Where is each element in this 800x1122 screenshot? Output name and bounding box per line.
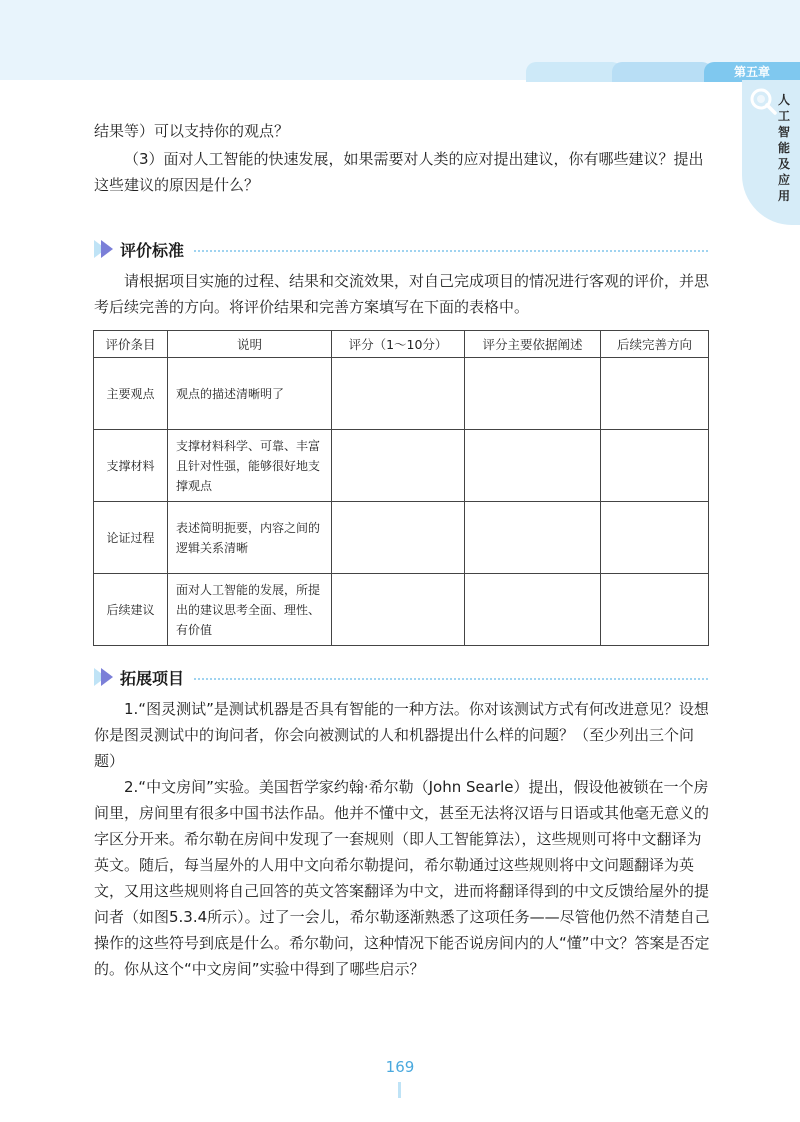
improvement-cell[interactable] <box>601 430 709 502</box>
column-header: 说明 <box>168 331 332 358</box>
basis-cell[interactable] <box>465 574 601 646</box>
eval-description: 面对人工智能的发展，所提出的建议思考全面、理性、有价值 <box>168 574 332 646</box>
page-number: 169 <box>385 1058 415 1076</box>
chapter-tab: 第五章 <box>704 62 800 82</box>
section-title: 评价标准 <box>120 240 185 260</box>
evaluation-instructions: 请根据项目实施的过程、结果和交流效果，对自己完成项目的情况进行客观的评价，并思考后续完善的方向。将评价结果和完善方案填写在下面的表格中。 <box>94 272 710 316</box>
section-marker-icon <box>92 667 116 687</box>
score-cell[interactable] <box>332 358 465 430</box>
section-header-evaluation <box>92 238 708 260</box>
page-number-tick <box>398 1082 401 1098</box>
extension-item-2: 2.“中文房间”实验。美国哲学家约翰·希尔勒（John Searle）提出，假设他被锁在一个房间里，房间里有很多中国书法作品。他并不懂中文，甚至无法将汉语与日语或其他毫无意义的字区分开来。希尔勒在房间中发现了一套规则（即人工智能算法），这些规则可将中文翻译为英文。随后，每当屋外的人用中文向希尔勒提问，希尔勒通过这些规则将中文问题翻译为英文，又用这些规则将自己回答的英文答案翻译为中文，进而将翻译得到的中文反馈给屋外的提问者（如图5.3.4所示）。过了一会儿，希尔勒逐渐熟悉了这项任务——尽管他仍然不清楚自己操作的这些符号到底是什么。希尔勒问，这种情况下能否说房间内的人“懂”中文？答案是否定的。你从这个“中文房间”实验中得到了哪些启示？ <box>94 778 710 978</box>
section-divider <box>194 678 708 680</box>
section-marker-icon <box>92 239 116 259</box>
section-header-extension <box>92 666 708 688</box>
question-3: （3）面对人工智能的快速发展，如果需要对人类的应对提出建议，你有哪些建议？提出这些建议的原因是什么？ <box>94 150 704 194</box>
table-row <box>94 574 709 646</box>
side-chapter-title: 人工智能及应用 <box>777 93 790 203</box>
intro-continuation: 结果等）可以支持你的观点？ <box>94 122 290 140</box>
column-header: 评分主要依据阐述 <box>465 331 601 358</box>
section-divider <box>194 250 708 252</box>
score-cell[interactable] <box>332 574 465 646</box>
eval-item: 论证过程 <box>94 502 168 574</box>
improvement-cell[interactable] <box>601 358 709 430</box>
side-chapter-tab <box>742 80 800 225</box>
header-tab-decor <box>526 62 622 82</box>
eval-description: 支撑材料科学、可靠、丰富且针对性强，能够很好地支撑观点 <box>168 430 332 502</box>
eval-description: 表述简明扼要，内容之间的逻辑关系清晰 <box>168 502 332 574</box>
table-row <box>94 358 709 430</box>
basis-cell[interactable] <box>465 502 601 574</box>
score-cell[interactable] <box>332 502 465 574</box>
header-tab-decor <box>612 62 712 82</box>
basis-cell[interactable] <box>465 358 601 430</box>
table-header-row <box>94 331 709 358</box>
eval-description: 观点的描述清晰明了 <box>168 358 332 430</box>
extension-item-1: 1.“图灵测试”是测试机器是否具有智能的一种方法。你对该测试方式有何改进意见？设想你是图灵测试中的询问者，你会向被测试的人和机器提出什么样的问题？（至少列出三个问题） <box>94 700 709 770</box>
table-row <box>94 430 709 502</box>
section-title: 拓展项目 <box>120 668 185 688</box>
table-row <box>94 502 709 574</box>
eval-item: 主要观点 <box>94 358 168 430</box>
eval-item: 支撑材料 <box>94 430 168 502</box>
improvement-cell[interactable] <box>601 502 709 574</box>
basis-cell[interactable] <box>465 430 601 502</box>
column-header: 评价条目 <box>94 331 168 358</box>
improvement-cell[interactable] <box>601 574 709 646</box>
evaluation-table <box>93 330 709 646</box>
eval-item: 后续建议 <box>94 574 168 646</box>
column-header: 后续完善方向 <box>601 331 709 358</box>
column-header: 评分（1～10分） <box>332 331 465 358</box>
score-cell[interactable] <box>332 430 465 502</box>
